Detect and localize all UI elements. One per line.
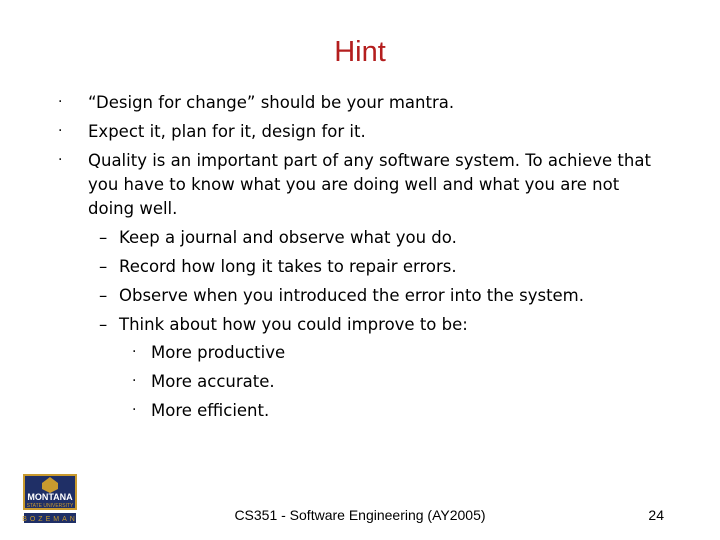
dash-icon: –	[99, 315, 108, 334]
bullet-text: Quality is an important part of any software system. To achieve that	[88, 151, 651, 170]
bullet-icon: ·	[58, 123, 63, 139]
bullet-text: “Design for change” should be your mantra.	[88, 93, 455, 112]
bullet-icon: ·	[132, 373, 137, 389]
sub-bullet-text: Think about how you could improve to be:	[119, 315, 468, 334]
sub-sub-bullet-text: More efficient.	[151, 401, 270, 420]
dash-icon: –	[99, 286, 108, 305]
dash-icon: –	[99, 228, 108, 247]
dash-icon: –	[99, 257, 108, 276]
svg-text:BOZEMAN: BOZEMAN	[22, 516, 78, 523]
slide-title: Hint	[334, 36, 386, 68]
bullet-icon: ·	[58, 152, 63, 168]
sub-sub-bullet-text: More accurate.	[151, 372, 275, 391]
slide-footer: CS351 - Software Engineering (AY2005)	[234, 507, 486, 523]
bullet-text: Expect it, plan for it, design for it.	[88, 122, 366, 141]
sub-bullet-text: Record how long it takes to repair errors.	[119, 257, 457, 276]
bullet-icon: ·	[132, 344, 137, 360]
sub-bullet-text: Observe when you introduced the error into the system.	[119, 286, 585, 305]
bullet-icon: ·	[132, 402, 137, 418]
bullet-icon: ·	[58, 94, 63, 110]
bullet-text-continued: doing well.	[88, 199, 178, 218]
svg-text:MONTANA: MONTANA	[27, 492, 73, 502]
sub-sub-bullet-text: More productive	[151, 343, 286, 362]
page-number: 24	[648, 507, 664, 523]
svg-text:STATE UNIVERSITY: STATE UNIVERSITY	[26, 503, 74, 509]
bullet-text-continued: you have to know what you are doing well and what you are not	[88, 175, 620, 194]
sub-bullet-text: Keep a journal and observe what you do.	[119, 228, 457, 247]
